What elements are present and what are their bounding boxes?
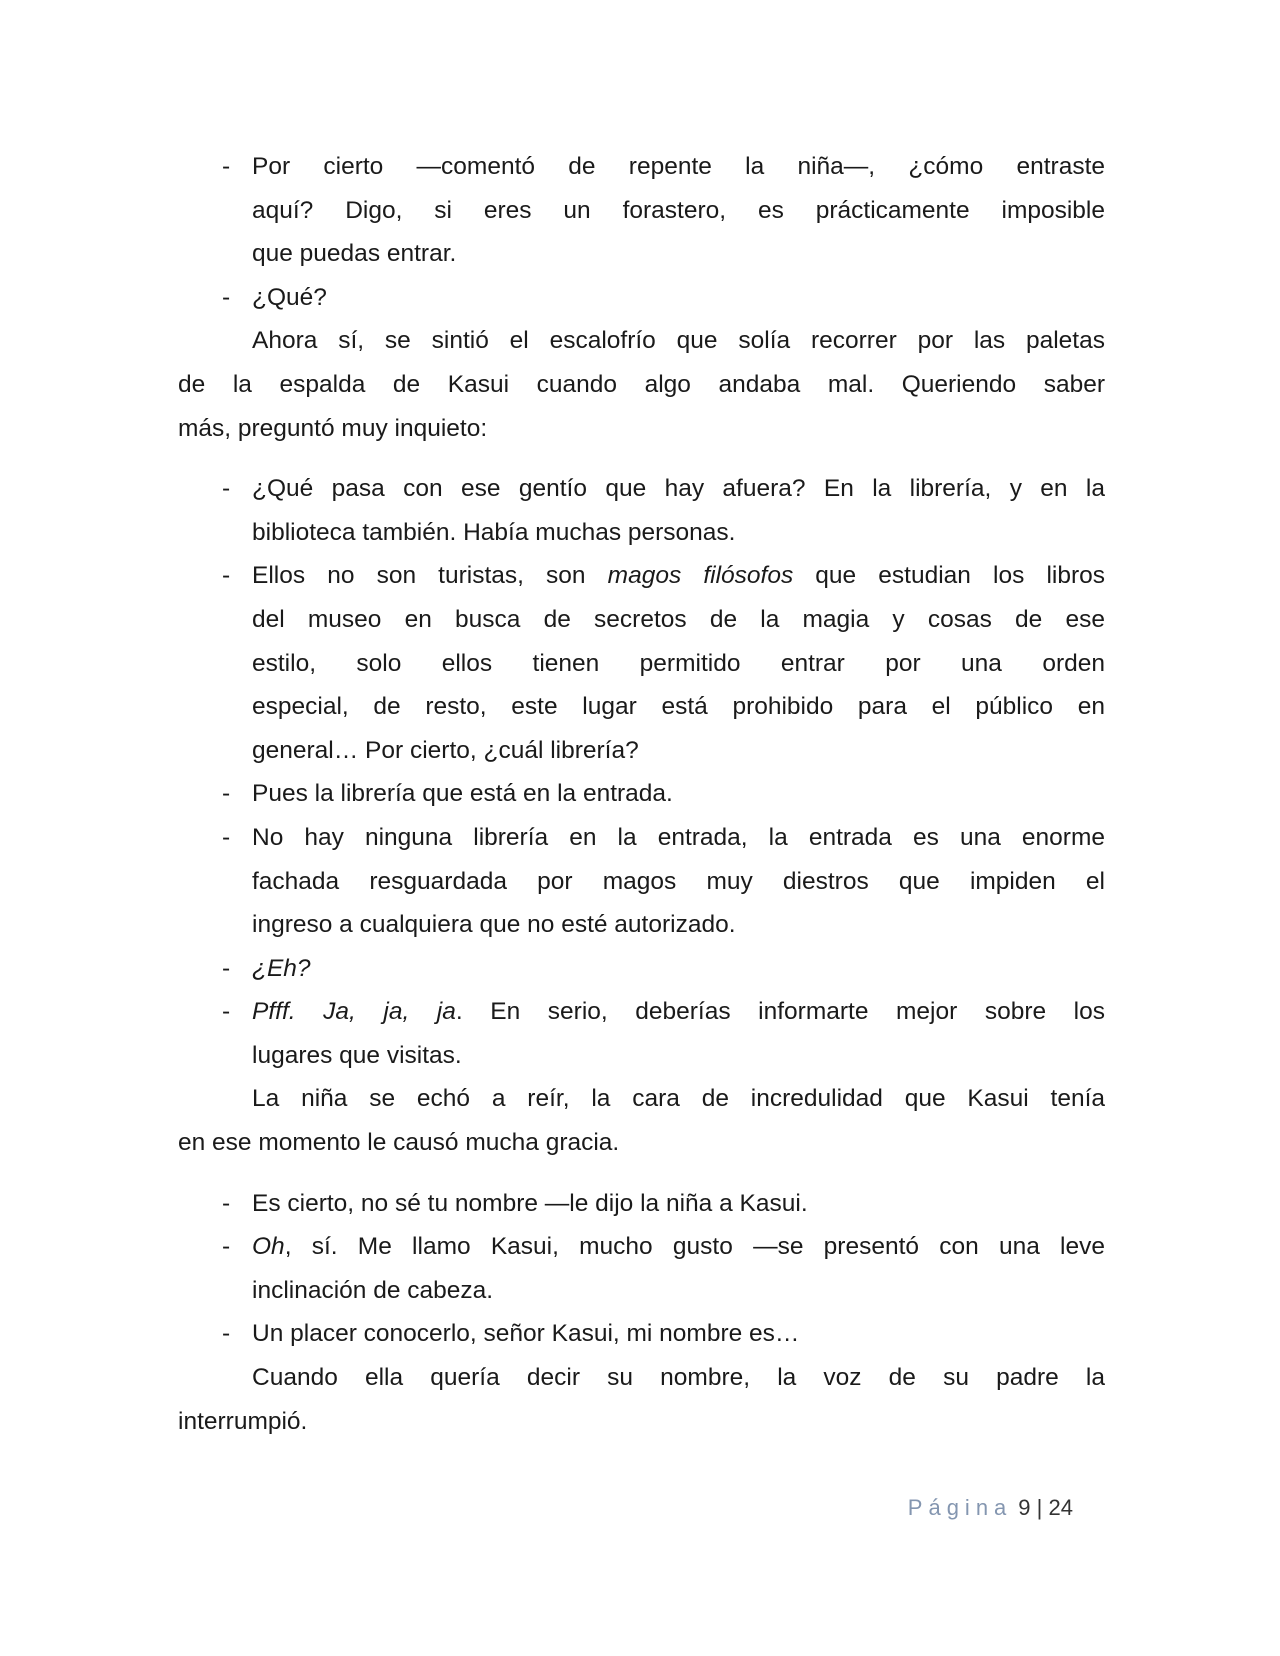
dialogue-dash: -	[222, 823, 231, 851]
text-segment: estilo, solo ellos tienen permitido entrar por una orden	[252, 649, 1105, 677]
text-line	[252, 685, 1105, 729]
italic-text: Pfff. Ja, ja, ja	[252, 998, 456, 1026]
text-segment: Cuando ella quería decir su nombre, la voz de su padre la	[252, 1364, 1105, 1392]
page-label: Página	[907, 1495, 1013, 1520]
page-total: 24	[1048, 1495, 1073, 1520]
dialogue-dash: -	[222, 1233, 231, 1261]
dialogue-line	[178, 1312, 1105, 1356]
text-segment: del museo en busca de secretos de la magia y cosas de ese	[252, 605, 1105, 633]
dialogue-dash: -	[222, 283, 231, 311]
dialogue-line	[178, 990, 1105, 1077]
text-line	[252, 1312, 1105, 1356]
text-line	[252, 232, 1105, 276]
text-segment: Pues la librería que está en la entrada.	[252, 780, 673, 808]
text-segment: Es cierto, no sé tu nombre —le dijo la niña a Kasui.	[252, 1189, 808, 1217]
text-segment: especial, de resto, este lugar está prohibido para el público en	[252, 693, 1105, 721]
text-segment: . En serio, deberías informarte mejor sobre los	[455, 998, 1105, 1026]
text-line	[252, 467, 1105, 511]
text-line	[252, 1225, 1105, 1269]
dialogue-dash: -	[222, 780, 231, 808]
text-segment: , sí. Me llamo Kasui, mucho gusto —se presentó con una leve	[284, 1233, 1105, 1261]
text-segment: ingreso a cualquiera que no esté autorizado.	[252, 911, 736, 939]
page-footer	[908, 1495, 1073, 1521]
dialogue-line	[178, 947, 1105, 991]
dialogue-line	[178, 772, 1105, 816]
text-line	[252, 511, 1105, 555]
text-segment: que puedas entrar.	[252, 240, 457, 268]
dialogue-dash: -	[222, 475, 231, 503]
text-segment: No hay ninguna librería en la entrada, la entrada es una enorme	[252, 823, 1105, 851]
italic-text: Oh	[252, 1233, 285, 1261]
text-line	[252, 1356, 1105, 1400]
text-line	[252, 642, 1105, 686]
text-segment: de la espalda de Kasui cuando algo andaba mal. Queriendo saber	[178, 370, 1105, 398]
text-segment: ¿Qué pasa con ese gentío que hay afuera? En la librería, y en la	[252, 475, 1105, 503]
text-line	[252, 1034, 1105, 1078]
text-line	[252, 189, 1105, 233]
dialogue-line	[178, 1182, 1105, 1226]
text-line	[178, 1400, 1105, 1444]
dialogue-dash: -	[222, 954, 231, 982]
text-segment: La niña se echó a reír, la cara de incredulidad que Kasui tenía	[252, 1085, 1105, 1113]
dialogue-line	[178, 467, 1105, 554]
dialogue-line	[178, 816, 1105, 947]
text-line	[178, 1121, 1105, 1165]
text-line	[252, 598, 1105, 642]
text-segment: inclinación de cabeza.	[252, 1276, 494, 1304]
text-segment: Por cierto —comentó de repente la niña—, ¿cómo entraste	[252, 153, 1105, 180]
dialogue-dash: -	[222, 153, 231, 180]
text-segment: en ese momento le causó mucha gracia.	[178, 1129, 620, 1157]
text-line	[178, 407, 1105, 451]
text-segment: que estudian los libros	[793, 562, 1105, 590]
page-separator: |	[1036, 1495, 1043, 1520]
paragraph	[178, 1356, 1105, 1443]
page-number: 9	[1018, 1495, 1031, 1520]
text-segment: Ellos no son turistas, son	[252, 562, 608, 590]
text-segment: interrumpió.	[178, 1407, 308, 1435]
text-line	[252, 1077, 1105, 1121]
text-line	[252, 145, 1105, 189]
dialogue-dash: -	[222, 562, 231, 590]
dialogue-line	[178, 145, 1105, 276]
text-segment: fachada resguardada por magos muy diestros que impiden el	[252, 867, 1105, 895]
dialogue-dash: -	[222, 998, 231, 1026]
text-line	[252, 816, 1105, 860]
text-segment: general… Por cierto, ¿cuál librería?	[252, 736, 639, 764]
text-line	[252, 1269, 1105, 1313]
text-segment: lugares que visitas.	[252, 1041, 462, 1069]
text-segment: más, preguntó muy inquieto:	[178, 414, 488, 442]
text-line	[252, 903, 1105, 947]
text-line	[252, 947, 1105, 991]
text-line	[252, 1182, 1105, 1226]
italic-text: magos filósofos	[607, 562, 794, 590]
text-line	[252, 772, 1105, 816]
text-segment: biblioteca también. Había muchas personas.	[252, 518, 736, 546]
dialogue-line	[178, 554, 1105, 772]
text-line	[178, 363, 1105, 407]
paragraph	[178, 1077, 1105, 1164]
text-line	[252, 729, 1105, 773]
text-segment: Ahora sí, se sintió el escalofrío que solía recorrer por las paletas	[252, 327, 1105, 355]
dialogue-line	[178, 276, 1105, 320]
italic-text: ¿Eh?	[252, 954, 311, 982]
document-body	[178, 145, 1105, 1443]
text-line	[252, 319, 1105, 363]
dialogue-dash: -	[222, 1320, 231, 1348]
text-segment: Un placer conocerlo, señor Kasui, mi nombre es…	[252, 1320, 800, 1348]
text-line	[252, 990, 1105, 1034]
text-line	[252, 554, 1105, 598]
text-segment: aquí? Digo, si eres un forastero, es prácticamente imposible	[252, 196, 1105, 224]
dialogue-dash: -	[222, 1189, 231, 1217]
text-line	[252, 860, 1105, 904]
text-segment: ¿Qué?	[252, 283, 327, 311]
text-line	[252, 276, 1105, 320]
paragraph	[178, 319, 1105, 450]
dialogue-line	[178, 1225, 1105, 1312]
